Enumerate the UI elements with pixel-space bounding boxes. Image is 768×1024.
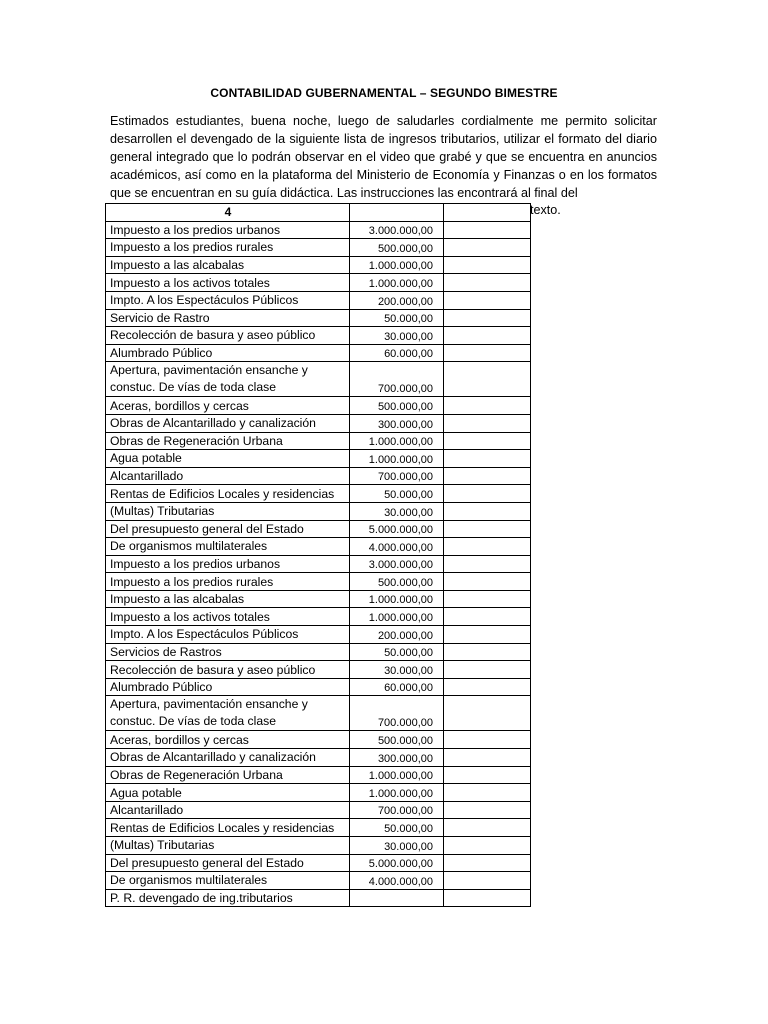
empty-cell — [444, 696, 531, 731]
table-row — [106, 520, 531, 538]
amount-cell: 50.000,00 — [350, 819, 444, 837]
amount-cell: 4.000.000,00 — [350, 872, 444, 890]
empty-cell — [444, 432, 531, 450]
amount-cell: 30.000,00 — [350, 837, 444, 855]
intro-paragraph-tail: texto. — [530, 203, 561, 217]
amount-cell: 30.000,00 — [350, 661, 444, 679]
table-row — [106, 467, 531, 485]
concept-cell: Del presupuesto general del Estado — [106, 854, 350, 872]
table-row — [106, 256, 531, 274]
table-row — [106, 555, 531, 573]
concept-cell: Impuesto a los predios urbanos — [106, 555, 350, 573]
empty-cell — [444, 362, 531, 397]
concept-cell: Aceras, bordillos y cercas — [106, 731, 350, 749]
table-row — [106, 397, 531, 415]
concept-cell: Obras de Alcantarillado y canalización — [106, 414, 350, 432]
empty-cell — [444, 872, 531, 890]
amount-cell: 50.000,00 — [350, 309, 444, 327]
table-row — [106, 309, 531, 327]
concept-cell: Impuesto a los predios rurales — [106, 573, 350, 591]
concept-cell: Agua potable — [106, 450, 350, 468]
empty-cell — [444, 450, 531, 468]
table-row — [106, 819, 531, 837]
concept-cell: Impuesto a las alcabalas — [106, 256, 350, 274]
amount-cell: 60.000,00 — [350, 344, 444, 362]
empty-cell — [444, 397, 531, 415]
amount-cell: 1.000.000,00 — [350, 784, 444, 802]
empty-cell — [444, 766, 531, 784]
concept-cell: Alcantarillado — [106, 467, 350, 485]
empty-cell — [444, 344, 531, 362]
empty-cell — [444, 467, 531, 485]
amount-cell: 3.000.000,00 — [350, 555, 444, 573]
amount-cell: 700.000,00 — [350, 467, 444, 485]
table-row — [106, 485, 531, 503]
concept-cell: Alumbrado Público — [106, 344, 350, 362]
amount-cell: 1.000.000,00 — [350, 432, 444, 450]
concept-cell: De organismos multilaterales — [106, 538, 350, 556]
empty-cell — [444, 274, 531, 292]
concept-cell: Agua potable — [106, 784, 350, 802]
table-row — [106, 643, 531, 661]
amount-cell: 500.000,00 — [350, 573, 444, 591]
amount-cell: 500.000,00 — [350, 397, 444, 415]
table-row — [106, 362, 531, 397]
table-row — [106, 344, 531, 362]
amount-cell: 1.000.000,00 — [350, 766, 444, 784]
empty-cell — [444, 837, 531, 855]
empty-cell — [444, 626, 531, 644]
concept-cell: Impto. A los Espectáculos Públicos — [106, 291, 350, 309]
empty-cell — [444, 239, 531, 257]
amount-cell: 200.000,00 — [350, 626, 444, 644]
concept-cell: Apertura, pavimentación ensanche y constuc. De vías de toda clase — [106, 696, 350, 731]
concept-cell: P. R. devengado de ing.tributarios — [106, 889, 350, 907]
empty-cell — [444, 749, 531, 767]
table-row — [106, 854, 531, 872]
table-row — [106, 608, 531, 626]
table-row — [106, 784, 531, 802]
concept-cell: Obras de Regeneración Urbana — [106, 766, 350, 784]
empty-cell — [444, 555, 531, 573]
amount-cell: 5.000.000,00 — [350, 854, 444, 872]
table-row — [106, 590, 531, 608]
concept-cell: Recolección de basura y aseo público — [106, 327, 350, 345]
concept-cell: Servicio de Rastro — [106, 309, 350, 327]
amount-cell: 1.000.000,00 — [350, 256, 444, 274]
concept-cell: De organismos multilaterales — [106, 872, 350, 890]
empty-cell — [444, 538, 531, 556]
table-header-number: 4 — [106, 204, 350, 222]
empty-cell — [444, 485, 531, 503]
table-row — [106, 327, 531, 345]
amount-cell: 1.000.000,00 — [350, 590, 444, 608]
table-row — [106, 239, 531, 257]
table-row — [106, 626, 531, 644]
empty-cell — [444, 731, 531, 749]
amount-cell: 30.000,00 — [350, 327, 444, 345]
table-row — [106, 538, 531, 556]
concept-cell: Impuesto a los predios rurales — [106, 239, 350, 257]
document-title: CONTABILIDAD GUBERNAMENTAL – SEGUNDO BIMESTRE — [210, 86, 558, 100]
amount-cell: 500.000,00 — [350, 239, 444, 257]
concept-cell: Aceras, bordillos y cercas — [106, 397, 350, 415]
concept-cell: Servicios de Rastros — [106, 643, 350, 661]
revenue-table — [105, 203, 531, 907]
table-row — [106, 678, 531, 696]
concept-cell: (Multas) Tributarias — [106, 502, 350, 520]
amount-cell: 700.000,00 — [350, 696, 444, 731]
concept-cell: Impuesto a los activos totales — [106, 608, 350, 626]
empty-cell — [444, 784, 531, 802]
amount-cell: 1.000.000,00 — [350, 274, 444, 292]
amount-cell: 50.000,00 — [350, 643, 444, 661]
empty-cell — [444, 801, 531, 819]
table-row — [106, 502, 531, 520]
table-header-empty-cell — [444, 204, 531, 222]
amount-cell: 60.000,00 — [350, 678, 444, 696]
concept-cell: Alumbrado Público — [106, 678, 350, 696]
table-row — [106, 837, 531, 855]
amount-cell: 5.000.000,00 — [350, 520, 444, 538]
amount-cell: 4.000.000,00 — [350, 538, 444, 556]
amount-cell: 300.000,00 — [350, 749, 444, 767]
intro-paragraph: Estimados estudiantes, buena noche, luego de saludarles cordialmente me permito solicitar desarrollen el devengado de la siguiente lista de ingresos tributarios, utilizar el formato del diario general integrado que lo podrán observar en el video que grabé y que se encuentra en anuncios académicos, así como en la plataforma del Ministerio de Economía y Finanzas o en los formatos que se encuentran en su guía didáctica. Las instrucciones las encontrará al final del — [110, 114, 657, 201]
amount-cell: 700.000,00 — [350, 362, 444, 397]
empty-cell — [444, 327, 531, 345]
empty-cell — [444, 661, 531, 679]
concept-cell: Impuesto a las alcabalas — [106, 590, 350, 608]
concept-cell: Impuesto a los activos totales — [106, 274, 350, 292]
table-row — [106, 450, 531, 468]
amount-cell: 3.000.000,00 — [350, 221, 444, 239]
concept-cell: Impto. A los Espectáculos Públicos — [106, 626, 350, 644]
table-row — [106, 749, 531, 767]
empty-cell — [444, 256, 531, 274]
amount-cell: 30.000,00 — [350, 502, 444, 520]
table-row — [106, 274, 531, 292]
empty-cell — [444, 309, 531, 327]
amount-cell: 700.000,00 — [350, 801, 444, 819]
empty-cell — [444, 889, 531, 907]
concept-cell: Obras de Regeneración Urbana — [106, 432, 350, 450]
table-row — [106, 766, 531, 784]
amount-cell: 200.000,00 — [350, 291, 444, 309]
empty-cell — [444, 573, 531, 591]
empty-cell — [444, 819, 531, 837]
table-row — [106, 872, 531, 890]
table-row — [106, 414, 531, 432]
empty-cell — [444, 643, 531, 661]
amount-cell: 300.000,00 — [350, 414, 444, 432]
amount-cell — [350, 889, 444, 907]
table-header-row — [106, 204, 531, 222]
amount-cell: 1.000.000,00 — [350, 608, 444, 626]
concept-cell: Apertura, pavimentación ensanche y constuc. De vías de toda clase — [106, 362, 350, 397]
empty-cell — [444, 608, 531, 626]
table-row — [106, 661, 531, 679]
empty-cell — [444, 590, 531, 608]
empty-cell — [444, 854, 531, 872]
table-row — [106, 291, 531, 309]
table-header-empty-cell — [350, 204, 444, 222]
empty-cell — [444, 502, 531, 520]
concept-cell: Alcantarillado — [106, 801, 350, 819]
empty-cell — [444, 414, 531, 432]
concept-cell: Impuesto a los predios urbanos — [106, 221, 350, 239]
concept-cell: Rentas de Edificios Locales y residencias — [106, 485, 350, 503]
table-row — [106, 696, 531, 731]
concept-cell: Del presupuesto general del Estado — [106, 520, 350, 538]
table-row — [106, 221, 531, 239]
empty-cell — [444, 291, 531, 309]
amount-cell: 500.000,00 — [350, 731, 444, 749]
table-row — [106, 731, 531, 749]
concept-cell: Rentas de Edificios Locales y residencias — [106, 819, 350, 837]
empty-cell — [444, 221, 531, 239]
table-row — [106, 432, 531, 450]
concept-cell: (Multas) Tributarias — [106, 837, 350, 855]
empty-cell — [444, 678, 531, 696]
concept-cell: Obras de Alcantarillado y canalización — [106, 749, 350, 767]
table-row — [106, 801, 531, 819]
table-row — [106, 573, 531, 591]
amount-cell: 50.000,00 — [350, 485, 444, 503]
amount-cell: 1.000.000,00 — [350, 450, 444, 468]
table-row — [106, 889, 531, 907]
concept-cell: Recolección de basura y aseo público — [106, 661, 350, 679]
empty-cell — [444, 520, 531, 538]
